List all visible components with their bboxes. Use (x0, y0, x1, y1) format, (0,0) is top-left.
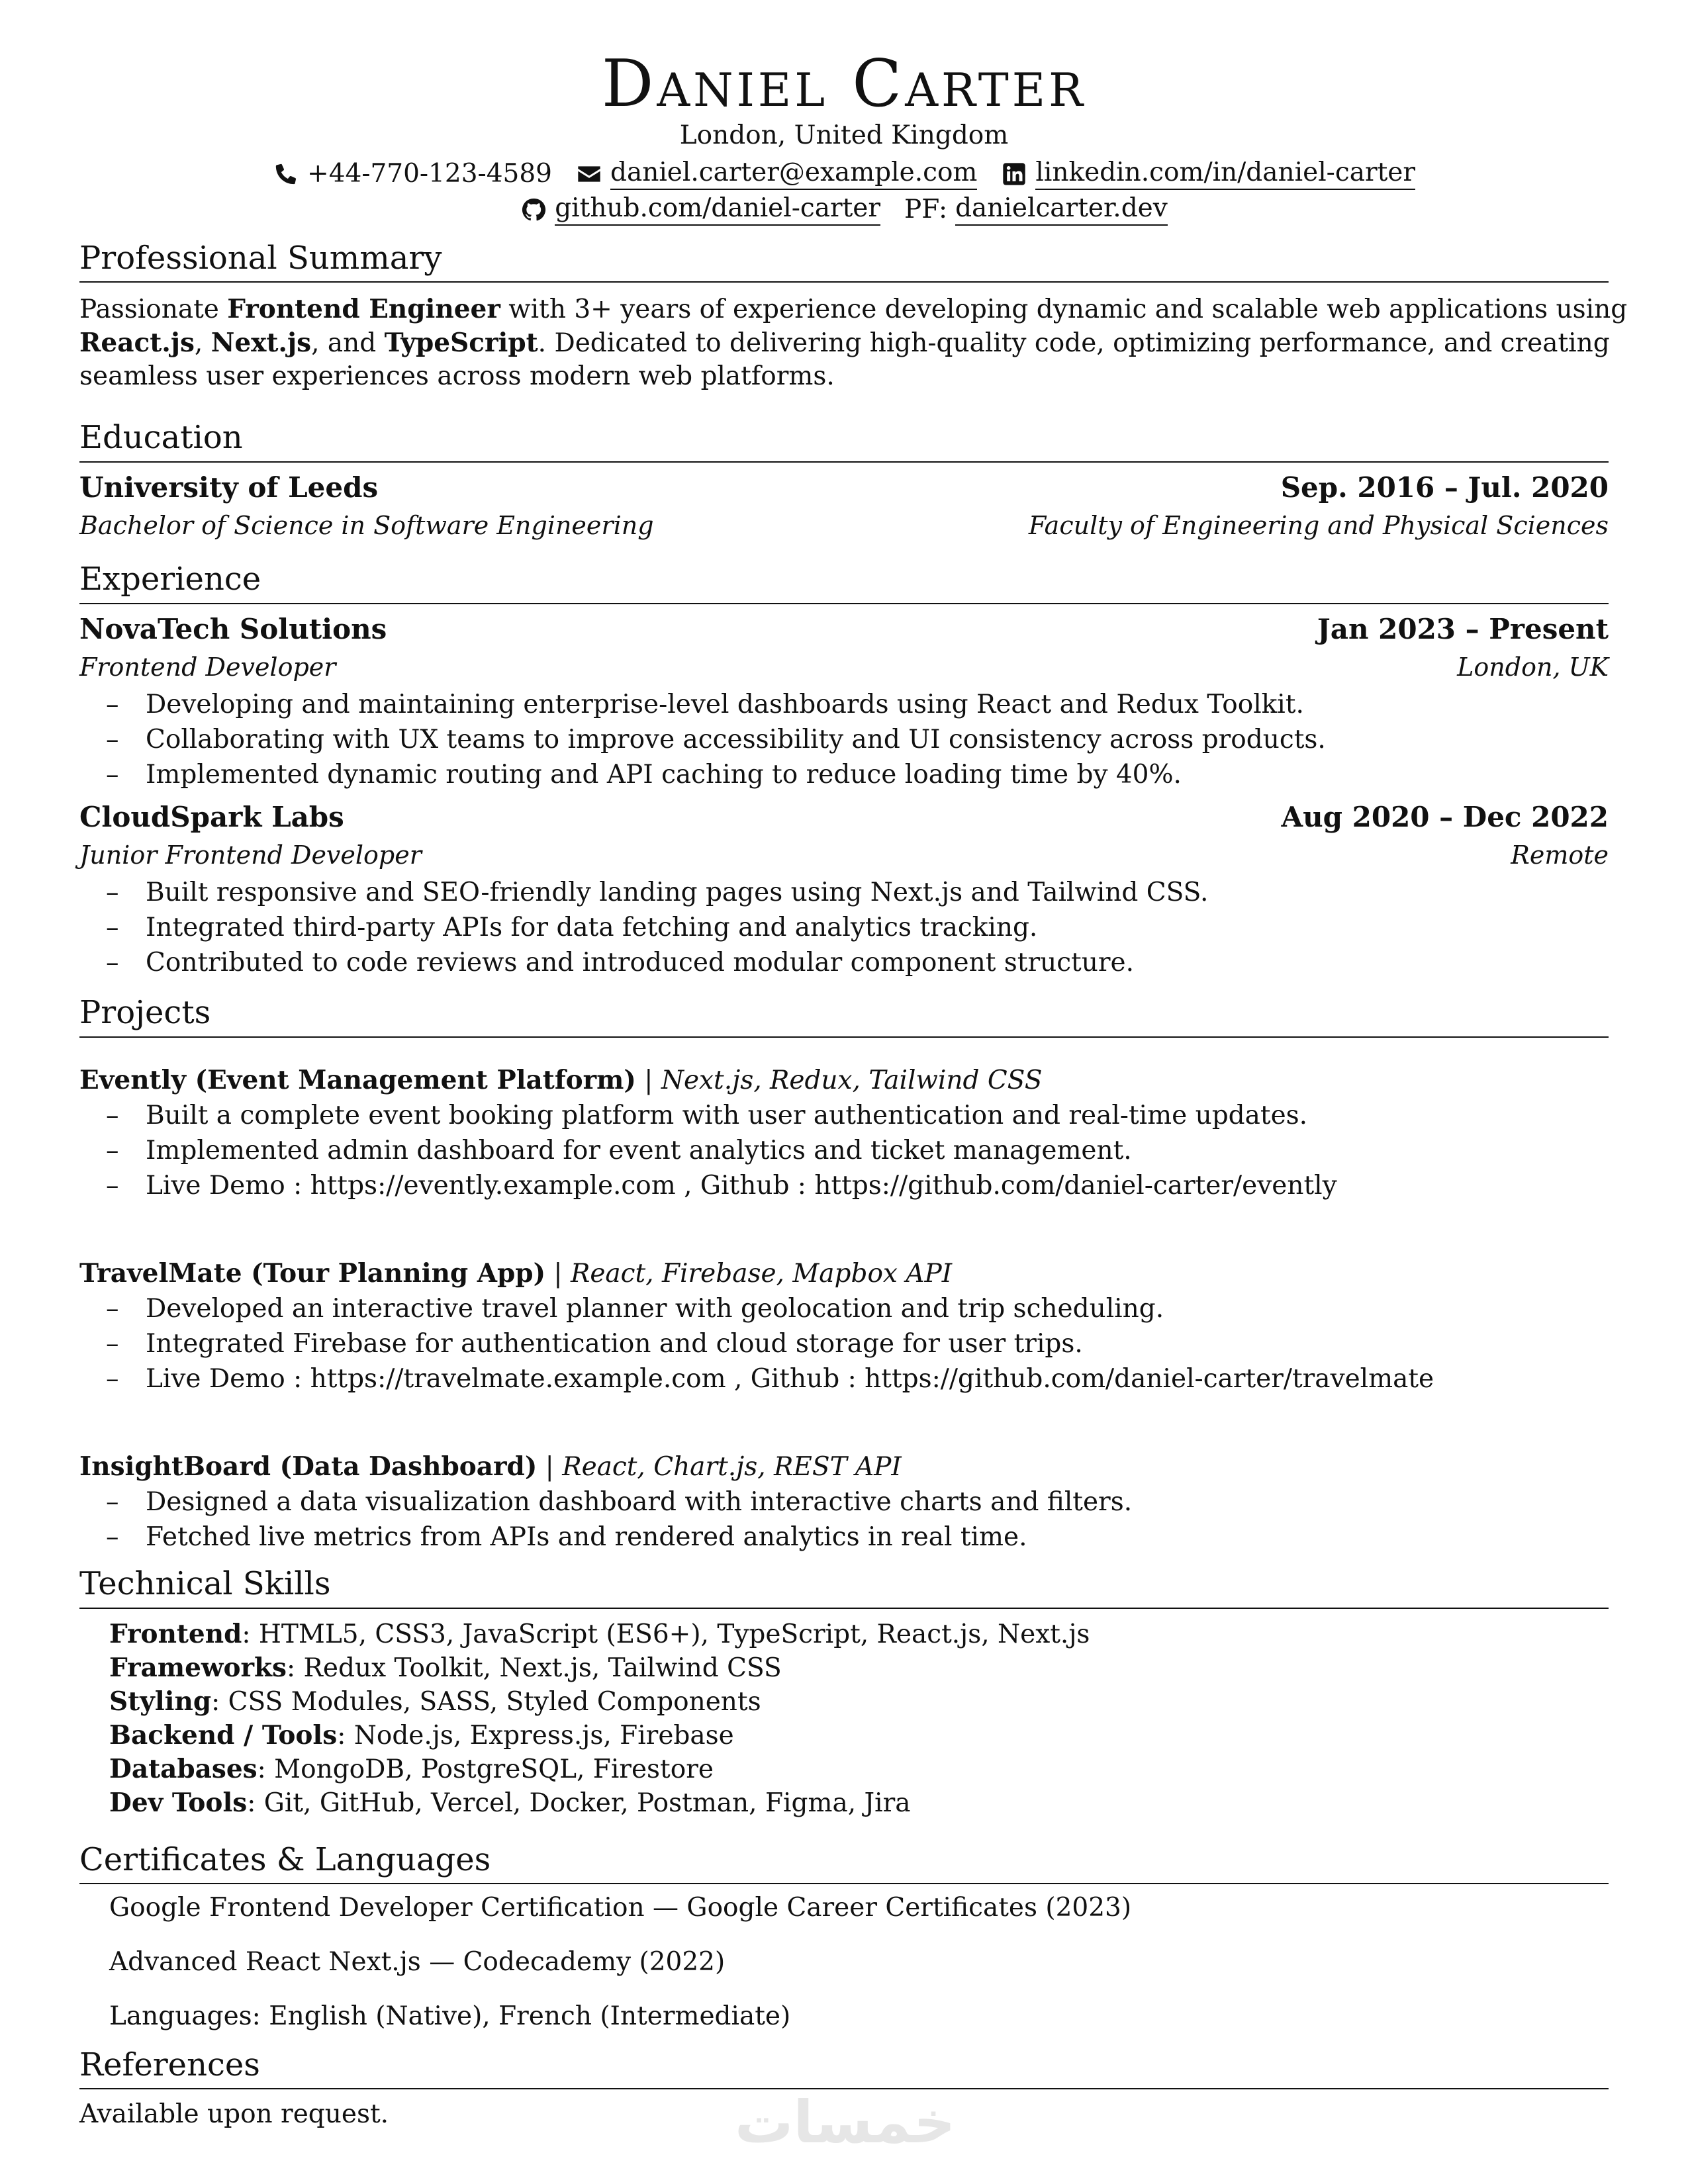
phone-number: +44-770-123-4589 (307, 159, 552, 189)
section-title-skills: Technical Skills (79, 1565, 331, 1602)
job-dates: Aug 2020 – Dec 2022 (1281, 801, 1609, 833)
list-item: – Contributed to code reviews and introduced modular component structure. (106, 948, 1134, 978)
summary-text: . Dedicated to delivering high-quality code, optimizing performance, and creating (538, 328, 1610, 358)
list-item: – Fetched live metrics from APIs and rendered analytics in real time. (106, 1522, 1027, 1552)
skill-row (109, 1752, 1090, 1786)
education-dates: Sep. 2016 – Jul. 2020 (1280, 471, 1609, 504)
list-item: – Live Demo : https://travelmate.example.com , Github : https://github.com/daniel-carter/travelmate (106, 1364, 1434, 1394)
list-item: – Live Demo : https://evently.example.com , Github : https://github.com/daniel-carter/evently (106, 1171, 1337, 1201)
section-title-certificates: Certificates & Languages (79, 1841, 491, 1878)
list-item: – Built a complete event booking platform with user authentication and real-time updates. (106, 1101, 1308, 1130)
portfolio-link[interactable]: danielcarter.dev (955, 193, 1168, 226)
list-item: – Implemented admin dashboard for event analytics and ticket management. (106, 1136, 1132, 1165)
project-stack: Next.js, Redux, Tailwind CSS (661, 1066, 1043, 1095)
summary-bold: Frontend Engineer (227, 294, 500, 324)
skill-label: Styling (109, 1686, 212, 1717)
bullet-text: Collaborating with UX teams to improve accessibility and UI consistency across products. (146, 725, 1326, 754)
bullet-text: Live Demo : https://travelmate.example.com , Github : https://github.com/daniel-carter/travelmate (146, 1364, 1434, 1394)
bullet-text: Built a complete event booking platform with user authentication and real-time updates. (146, 1101, 1308, 1130)
bullet-text: Live Demo : https://evently.example.com , Github : https://github.com/daniel-carter/evently (146, 1171, 1337, 1201)
project-bullets (106, 1484, 1132, 1555)
project-stack: React, Firebase, Mapbox API (570, 1259, 953, 1289)
skill-value: : Node.js, Express.js, Firebase (337, 1721, 734, 1751)
summary-text: with 3+ years of experience developing dynamic and scalable web applications using (500, 295, 1628, 324)
bullet-text: Integrated Firebase for authentication and cloud storage for user trips. (146, 1329, 1083, 1359)
skill-value: : MongoDB, PostgreSQL, Firestore (257, 1754, 714, 1784)
project-title (79, 1065, 1042, 1095)
skill-value: : Redux Toolkit, Next.js, Tailwind CSS (287, 1653, 782, 1683)
bullet-text: Implemented admin dashboard for event analytics and ticket management. (146, 1136, 1132, 1165)
email-icon (576, 161, 602, 187)
skill-row (109, 1651, 1090, 1685)
job-bullets (106, 687, 1326, 792)
summary-bold: TypeScript (384, 328, 538, 358)
project-title (79, 1451, 902, 1482)
list-item: – Designed a data visualization dashboard with interactive charts and filters. (106, 1487, 1133, 1517)
skill-label: Frameworks (109, 1653, 287, 1683)
skill-label: Backend / Tools (109, 1720, 338, 1751)
school-name: University of Leeds (79, 471, 379, 504)
section-rule (79, 1883, 1609, 1884)
section-rule (79, 1036, 1609, 1038)
bullet-text: Integrated third-party APIs for data fetching and analytics tracking. (146, 913, 1038, 942)
skill-value: : Git, GitHub, Vercel, Docker, Postman, Figma, Jira (247, 1788, 911, 1818)
certificate-item: Google Frontend Developer Certification — Google Career Certificates (2023) (109, 1893, 1132, 1923)
portfolio-contact[interactable] (904, 193, 1168, 226)
candidate-location: London, United Kingdom (679, 120, 1009, 150)
list-item: – Developing and maintaining enterprise-level dashboards using React and Redux Toolkit. (106, 690, 1304, 719)
job-location: Remote (1511, 841, 1609, 870)
bullet-text: Implemented dynamic routing and API caching to reduce loading time by 40%. (146, 760, 1182, 790)
job-role: Frontend Developer (79, 653, 336, 682)
section-title-references: References (79, 2046, 260, 2083)
job-bullets (106, 875, 1208, 980)
job-company: NovaTech Solutions (79, 613, 387, 645)
github-icon (520, 197, 547, 223)
skill-row (109, 1617, 1090, 1651)
list-item: – Built responsive and SEO-friendly landing pages using Next.js and Tailwind CSS. (106, 878, 1209, 907)
summary-bold: Next.js (211, 328, 312, 358)
summary-text: seamless user experiences across modern web platforms. (79, 361, 835, 391)
faculty: Faculty of Engineering and Physical Sciences (1028, 511, 1609, 540)
project-separator: | (635, 1066, 661, 1095)
project-title (79, 1258, 952, 1289)
candidate-name: Daniel Carter (601, 46, 1087, 122)
project-separator: | (537, 1452, 563, 1482)
bullet-text: Contributed to code reviews and introduced modular component structure. (146, 948, 1134, 978)
section-title-projects: Projects (79, 994, 211, 1031)
project-name: InsightBoard (Data Dashboard) (79, 1451, 538, 1482)
linkedin-link[interactable]: linkedin.com/in/daniel-carter (1035, 158, 1415, 190)
summary-text: , and (311, 328, 385, 358)
project-bullets (106, 1098, 1337, 1203)
summary-text: , (194, 328, 211, 358)
bullet-text: Developed an interactive travel planner with geolocation and trip scheduling. (146, 1294, 1164, 1324)
section-rule (79, 461, 1609, 463)
skills-list (109, 1617, 1090, 1820)
job-location: London, UK (1457, 653, 1609, 682)
github-link[interactable]: github.com/daniel-carter (555, 193, 880, 226)
project-name: TravelMate (Tour Planning App) (79, 1258, 546, 1289)
phone-contact (273, 159, 552, 189)
github-contact[interactable] (520, 193, 880, 226)
summary-bold: React.js (79, 328, 195, 358)
skill-row (109, 1685, 1090, 1719)
list-item: – Integrated Firebase for authentication and cloud storage for user trips. (106, 1329, 1083, 1359)
skill-label: Dev Tools (109, 1788, 248, 1818)
list-item: – Implemented dynamic routing and API caching to reduce loading time by 40%. (106, 760, 1182, 790)
bullet-text: Fetched live metrics from APIs and rendered analytics in real time. (146, 1522, 1027, 1552)
skill-value: : HTML5, CSS3, JavaScript (ES6+), TypeScript, React.js, Next.js (242, 1619, 1090, 1649)
project-stack: React, Chart.js, REST API (562, 1452, 902, 1482)
watermark: خمسات (735, 2088, 956, 2156)
portfolio-label: PF: (904, 195, 948, 224)
list-item: – Integrated third-party APIs for data fetching and analytics tracking. (106, 913, 1038, 942)
phone-icon (273, 161, 299, 187)
job-role: Junior Frontend Developer (79, 841, 422, 870)
project-separator: | (545, 1259, 571, 1289)
list-item: – Collaborating with UX teams to improve accessibility and UI consistency across products. (106, 725, 1326, 754)
skill-label: Frontend (109, 1619, 242, 1649)
section-title-experience: Experience (79, 561, 261, 598)
section-title-summary: Professional Summary (79, 240, 442, 277)
section-title-education: Education (79, 419, 243, 456)
section-rule (79, 1608, 1609, 1609)
bullet-text: Developing and maintaining enterprise-level dashboards using React and Redux Toolkit. (146, 690, 1304, 719)
summary-paragraph (79, 293, 1628, 393)
skill-row (109, 1719, 1090, 1752)
degree: Bachelor of Science in Software Engineering (79, 511, 654, 540)
project-bullets (106, 1291, 1434, 1396)
list-item: – Developed an interactive travel planner with geolocation and trip scheduling. (106, 1294, 1164, 1324)
skill-label: Databases (109, 1754, 258, 1784)
linkedin-icon (1001, 161, 1027, 187)
job-company: CloudSpark Labs (79, 801, 344, 833)
contact-row-primary (0, 158, 1688, 190)
section-rule (79, 603, 1609, 604)
project-name: Evently (Event Management Platform) (79, 1065, 636, 1095)
certificate-item: Advanced React Next.js — Codecademy (2022) (109, 1947, 726, 1977)
section-rule (79, 281, 1609, 283)
skill-row (109, 1786, 1090, 1820)
references-text: Available upon request. (79, 2099, 389, 2129)
email-contact[interactable] (576, 158, 977, 190)
linkedin-contact[interactable] (1001, 158, 1415, 190)
job-dates: Jan 2023 – Present (1317, 613, 1609, 645)
bullet-text: Designed a data visualization dashboard with interactive charts and filters. (146, 1487, 1133, 1517)
email-link[interactable]: daniel.carter@example.com (610, 158, 977, 190)
summary-text: Passionate (79, 295, 228, 324)
languages-item: Languages: English (Native), French (Intermediate) (109, 2001, 791, 2031)
skill-value: : CSS Modules, SASS, Styled Components (211, 1687, 761, 1717)
contact-row-secondary (0, 193, 1688, 226)
bullet-text: Built responsive and SEO-friendly landing pages using Next.js and Tailwind CSS. (146, 878, 1209, 907)
